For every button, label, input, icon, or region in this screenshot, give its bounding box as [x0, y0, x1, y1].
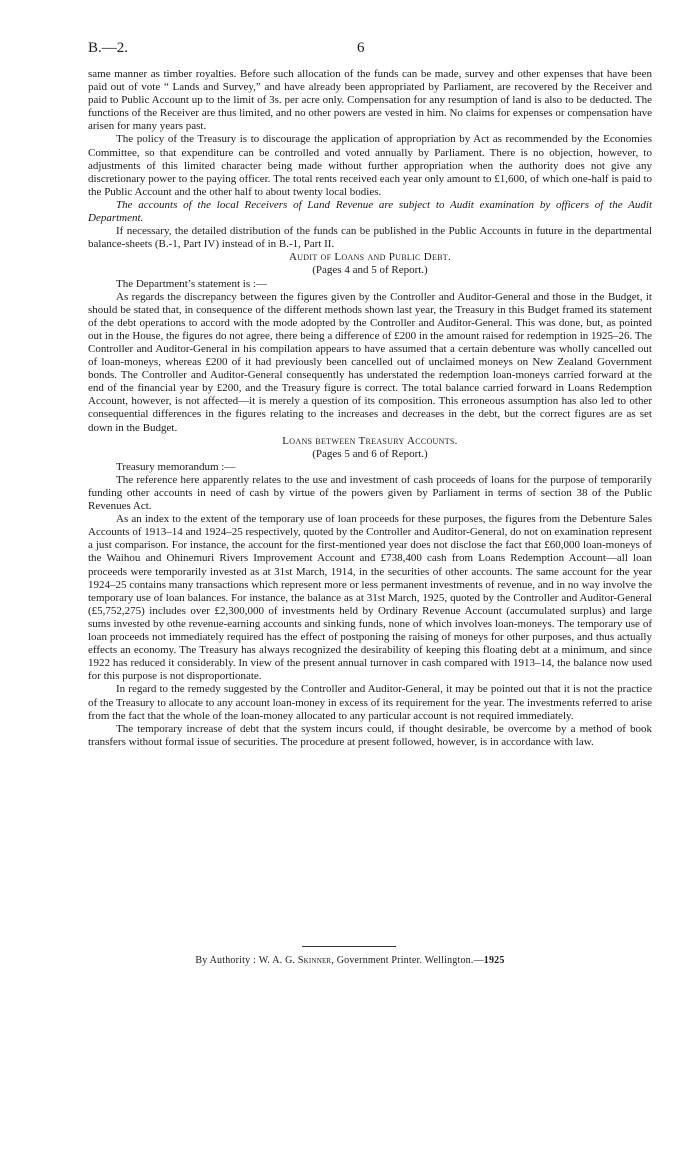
- intro-paragraph-1: same manner as timber royalties. Before such allocation of the funds can be made, survey and other expenses that have been paid out of vote “ Lands and Survey,” and have already been appropriated by Parliament, are recovered by the Receiver and paid to Public Account up to the limit of 3s. per acre only. Compensation for any resumption of land is also to be deducted. The functions of the Receiver are thus limited, and no other powers are vested in him. No claims for expenses or compensation have arisen for many years past.: [88, 68, 652, 133]
- loans-paragraph-5: The temporary increase of debt that the system incurs could, if thought desirable, be overcome by a method of book transfers without formal issue of securities. The procedure at present followed, however, is in accordance with law.: [88, 722, 652, 748]
- imprint-printer-name: W. A. G. Skinner: [258, 955, 332, 966]
- printer-imprint: [0, 955, 700, 966]
- loans-paragraph-3: As an index to the extent of the temporary use of loan proceeds for these purposes, the figures from the Debenture Sales Accounts of 1913–14 and 1924–25 respectively, quoted by the Controller and Auditor-General, do not on examination represent a just comparison. For instance, the account for the first-mentioned year does not disclose the fact that £60,000 loan-moneys of the Waihou and Ohinemuri Rivers Improvement Account and £738,400 cash from Loans Redemption Account—all loan proceeds were temporarily invested as at 31st March, 1914, in the securities of other accounts. The same account for the year 1924–25 contains many transactions which represent more or less permanent investments of revenue, and in no way involve the temporary use of loan balances. For instance, the balance as at 31st March, 1925, quoted by the Controller and Auditor-General (£5,752,275) includes over £2,300,000 of investments held by Ordinary Revenue Account (accumulated surplus) and large sums invested by othe revenue-earning accounts and sinking funds, none of which involves loan-moneys. The temporary use of loan proceeds not immediately required has the effect of postponing the raising of moneys for other purposes, and thus actually effects an economy. The Treasury has always recognized the desirability of keeping this floating debt at a minimum, and since 1922 has reduced it considerably. In view of the present annual turnover in cash compared with 1913–14, the balance now used for this purpose is not disproportionate.: [88, 513, 652, 683]
- document-reference: B.—2.: [88, 40, 129, 56]
- audit-paragraph-1: The Department’s statement is :—: [116, 277, 267, 290]
- loans-paragraph-1: Treasury memorandum :—: [116, 460, 236, 473]
- imprint-year: 1925: [483, 955, 505, 966]
- loans-paragraph-4: In regard to the remedy suggested by the Controller and Auditor-General, it may be pointed out that it is not the practice of the Treasury to allocate to any account loan-money in excess of its requirement for the year. The investments referred to arise from the fact that the whole of the loan-money allocated to any particular account is not required immediately.: [88, 683, 652, 722]
- imprint-prefix: By Authority :: [195, 955, 256, 966]
- loans-paragraph-2: The reference here apparently relates to the use and investment of cash proceeds of loans for the purpose of temporarily funding other accounts in need of cash by virtue of the powers given by Parliament in terms of section 38 of the Public Revenues Act.: [88, 473, 652, 513]
- page-number: 6: [357, 40, 365, 56]
- page-header: [88, 40, 612, 60]
- intro-paragraph-3: The accounts of the local Receivers of Land Revenue are subject to Audit examination by officers of the Audit Department.: [88, 198, 652, 225]
- audit-section-heading: Audit of Loans and Public Debt.: [288, 251, 452, 264]
- loans-section-heading: Loans between Treasury Accounts.: [282, 434, 458, 447]
- intro-paragraph-2: The policy of the Treasury is to discourage the application of appropriation by Act as recommended by the Economies Committee, so that expenditure can be controlled and voted annually by Parliament. There is no objection, however, to adjustments of this limited character being made without further appropriation when the authority does not give any discretionary power to the paying officer. The total rents received each year only amount to £1,600, of which one-half is paid to the Public Account and the other half to about twenty local bodies.: [88, 133, 652, 198]
- page-body: [88, 68, 652, 749]
- footer-divider: [302, 946, 396, 947]
- audit-paragraph-2: As regards the discrepancy between the figures given by the Controller and Auditor-General and those in the Budget, it should be stated that, in consequence of the different methods shown last year, the Treasury in this Budget framed its statement of the debt operations to accord with the mode adopted by the Controller and Auditor-General. This was done, but, as pointed out in the House, the figures do not agree, there being a difference of £200 in the amount raised for redemption in 1925–26. The Controller and Auditor-General in his compilation appears to have assumed that a certain debenture was wholly cancelled out of loan-moneys, whereas £200 of it had previously been cancelled out of unclaimed moneys on New Zealand Government bonds. The Controller and Auditor-General consequently has understated the redemption loan-moneys carried forward at the end of the financial year by £200, and the Treasury figure is correct. The total balance carried forward in Loans Redemption Account, however, is not affected—it is merely a question of its composition. This erroneous assumption has also led to other consequential differences in the figures relating to the increases and decreases in the debt, but the correct figures are as set down in the Budget.: [88, 290, 652, 434]
- audit-section-subheading: (Pages 4 and 5 of Report.): [312, 264, 428, 277]
- imprint-suffix: , Government Printer. Wellington.—: [331, 955, 484, 966]
- intro-paragraph-4: If necessary, the detailed distribution of the funds can be published in the Public Accounts in future in the departmental balance-sheets (B.-1, Part IV) instead of in B.-1, Part II.: [88, 225, 652, 251]
- loans-section-subheading: (Pages 5 and 6 of Report.): [312, 447, 428, 460]
